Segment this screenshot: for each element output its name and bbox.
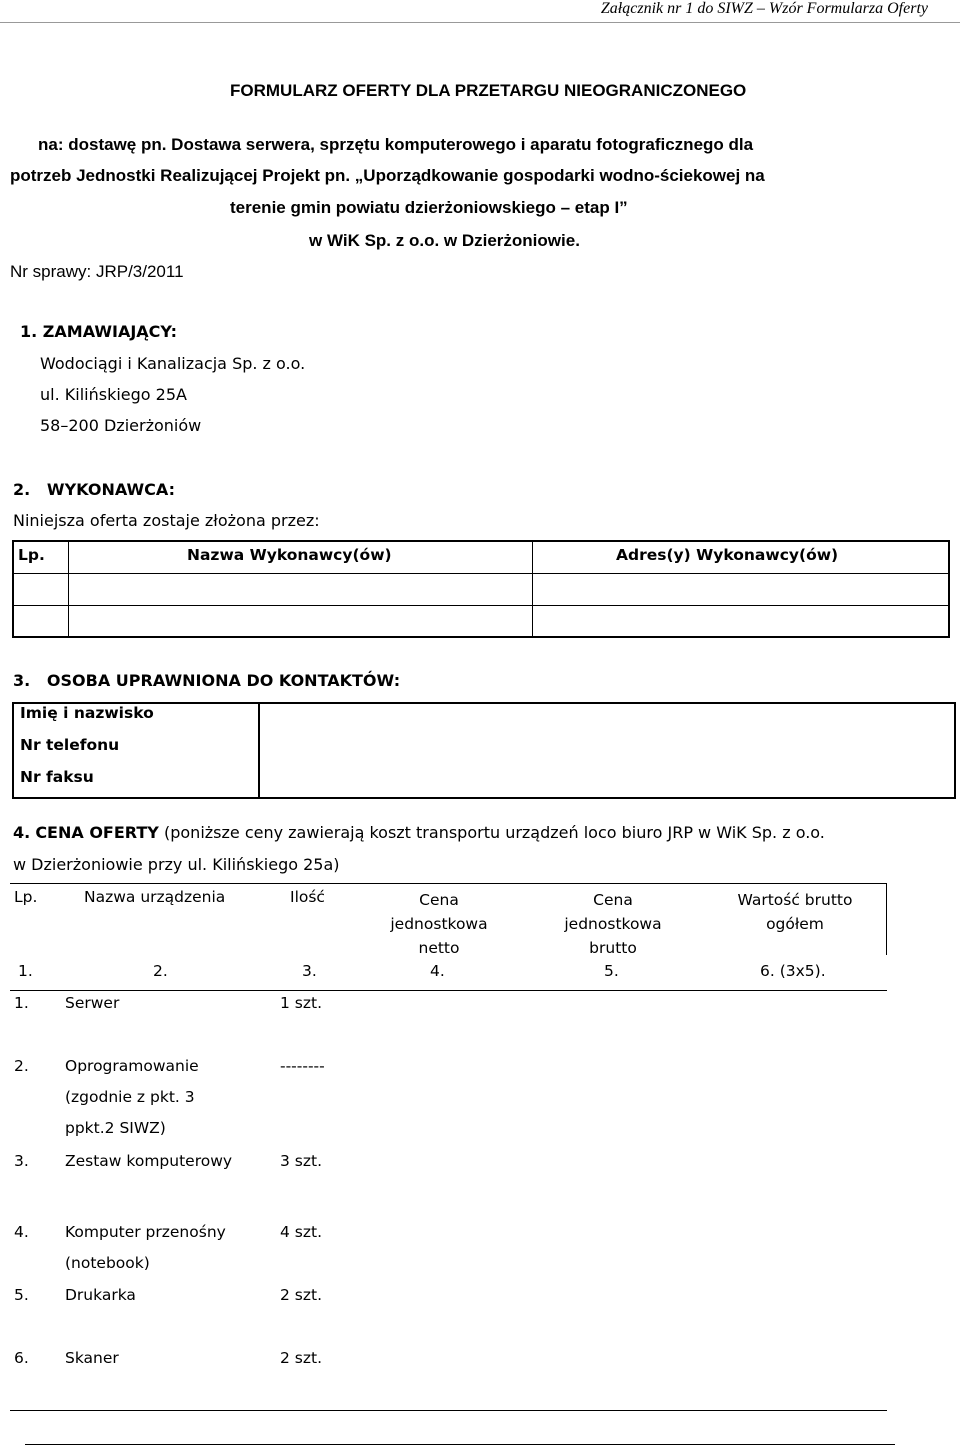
price-colnum-3: 3.: [302, 962, 317, 980]
contact-value-field[interactable]: [262, 706, 952, 794]
item-lp: 3.: [14, 1152, 29, 1170]
form-title: FORMULARZ OFERTY DLA PRZETARGU NIEOGRANICZONEGO: [230, 81, 747, 100]
section-4-heading: CENA OFERTY: [35, 823, 159, 842]
section-1-heading: 1. ZAMAWIAJĄCY:: [20, 322, 178, 341]
contractor-address-field-2[interactable]: [534, 607, 946, 635]
item-name-line: ppkt.2 SIWZ): [65, 1119, 166, 1137]
price-col-name: Nazwa urządzenia: [84, 888, 226, 906]
item-lp: 1.: [14, 994, 29, 1012]
contact-label-fax: Nr faksu: [20, 768, 94, 786]
section-4-number: 4.: [13, 823, 31, 842]
price-colnum-5: 5.: [604, 962, 619, 980]
item-name: Serwer: [65, 994, 120, 1012]
contractor-name-field-1[interactable]: [70, 575, 530, 603]
subject-line-3: terenie gmin powiatu dzierżoniowskiego – etap I”: [230, 198, 628, 217]
footer-rule: [25, 1444, 895, 1445]
case-number: Nr sprawy: JRP/3/2011: [10, 262, 184, 281]
section-4-line-1: [13, 823, 825, 842]
contact-label-phone: Nr telefonu: [20, 736, 120, 754]
contractor-address-field-1[interactable]: [534, 575, 946, 603]
subject-line-1: na: dostawę pn. Dostawa serwera, sprzętu komputerowego i aparatu fotograficznego dla: [38, 135, 754, 154]
contractor-col-name: Nazwa Wykonawcy(ów): [187, 546, 392, 564]
section-4-note-2: w Dzierżoniowie przy ul. Kilińskiego 25a): [13, 855, 340, 874]
annex-header: Załącznik nr 1 do SIWZ – Wzór Formularza Oferty: [600, 0, 928, 17]
item-qty: 2 szt.: [280, 1349, 323, 1367]
price-colnum-2: 2.: [153, 962, 168, 980]
contractor-name-field-2[interactable]: [70, 607, 530, 635]
buyer-street: ul. Kilińskiego 25A: [40, 385, 187, 404]
item-qty: --------: [280, 1057, 325, 1075]
section-2-intro: Niniejsza oferta zostaje złożona przez:: [13, 511, 320, 530]
price-col-lp: Lp.: [14, 888, 38, 906]
contractor-col-lp: Lp.: [18, 546, 45, 564]
item-name-line: (zgodnie z pkt. 3: [65, 1088, 195, 1106]
subject-line-2: potrzeb Jednostki Realizującej Projekt pn. „Uporządkowanie gospodarki wodno-ściekowej na: [10, 166, 765, 185]
contact-label-name: Imię i nazwisko: [20, 704, 154, 722]
item-name: Skaner: [65, 1349, 119, 1367]
price-colnum-4: 4.: [430, 962, 445, 980]
subject-line-4: w WiK Sp. z o.o. w Dzierżoniowie.: [309, 231, 580, 250]
price-colnum-6: 6. (3x5).: [760, 962, 826, 980]
item-lp: 6.: [14, 1349, 29, 1367]
item-name-line: (notebook): [65, 1254, 150, 1272]
section-3-heading: 3. OSOBA UPRAWNIONA DO KONTAKTÓW:: [13, 671, 401, 690]
header-rule: [0, 22, 960, 23]
item-qty: 3 szt.: [280, 1152, 323, 1170]
price-col-gross: Cena jednostkowa brutto: [564, 891, 662, 957]
buyer-name: Wodociągi i Kanalizacja Sp. z o.o.: [40, 354, 306, 373]
section-4-note-1: (poniższe ceny zawierają koszt transportu urządzeń loco biuro JRP w WiK Sp. z o.o.: [163, 823, 825, 842]
price-col-total: Wartość brutto ogółem: [737, 891, 853, 933]
item-name: Komputer przenośny: [65, 1223, 226, 1241]
item-qty: 2 szt.: [280, 1286, 323, 1304]
section-2-heading: 2. WYKONAWCA:: [13, 480, 175, 499]
item-name: Oprogramowanie: [65, 1057, 199, 1075]
item-lp: 2.: [14, 1057, 29, 1075]
item-qty: 4 szt.: [280, 1223, 323, 1241]
contractor-col-address: Adres(y) Wykonawcy(ów): [616, 546, 839, 564]
price-colnum-1: 1.: [18, 962, 33, 980]
price-col-qty: Ilość: [290, 888, 325, 906]
item-lp: 4.: [14, 1223, 29, 1241]
item-qty: 1 szt.: [280, 994, 323, 1012]
item-name: Zestaw komputerowy: [65, 1152, 233, 1170]
item-lp: 5.: [14, 1286, 29, 1304]
item-name: Drukarka: [65, 1286, 136, 1304]
price-col-net: Cena jednostkowa netto: [390, 891, 488, 957]
buyer-city: 58–200 Dzierżoniów: [40, 416, 202, 435]
